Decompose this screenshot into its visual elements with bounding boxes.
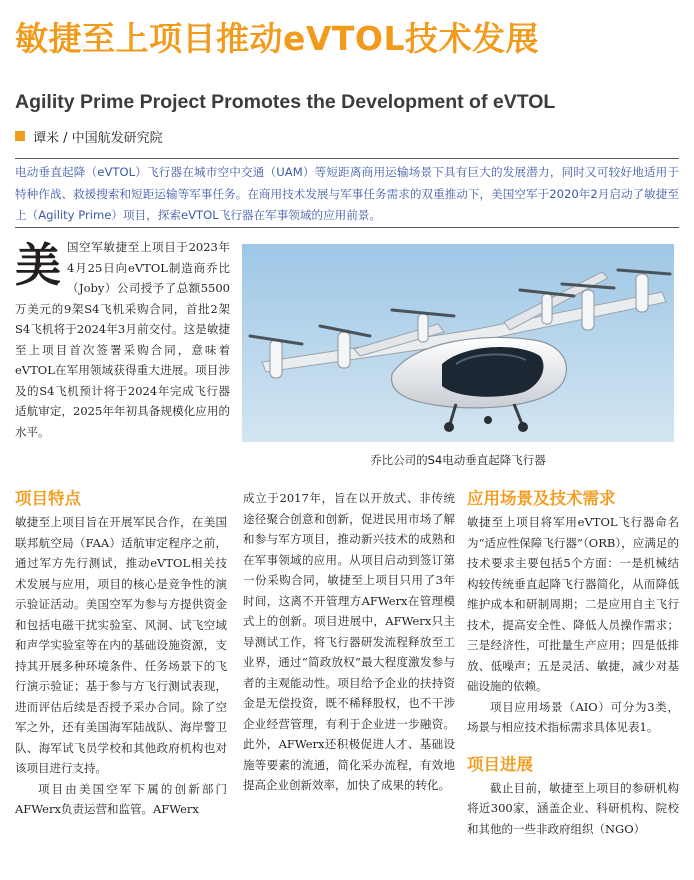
author-line	[15, 127, 163, 145]
author-name: 谭米 / 中国航发研究院	[33, 130, 163, 146]
intro-paragraph	[15, 237, 230, 477]
scenarios-paragraph: 项目应用场景（AIO）可分为3类，场景与相应技术指标需求具体见表1。	[467, 699, 679, 734]
orange-square-icon	[15, 131, 25, 141]
section-heading-features: 项目特点	[15, 489, 81, 508]
article-title: 敏捷至上项目推动eVTOL技术发展	[15, 19, 540, 58]
abstract: 电动垂直起降（eVTOL）飞行器在城市空中交通（UAM）等短距离商用运输场景下具有巨大的发展潜力，同时又可较好地适用于特种作战、救援搜索和短距运输等军事任务。在商用技术发展与军事任务需求的双重推动下，美国空军于2020年2月启动了敏捷至上（Agility Prime）项目，探索eVTOL飞行器在军事领域的应用前景。	[15, 158, 679, 228]
column-3	[467, 488, 679, 839]
column-2	[243, 488, 455, 796]
progress-paragraph: 截止目前，敏捷至上项目的参研机构将近300家，涵盖企业、科研机构、院校和其他的一些非政府组织（NGO）	[467, 780, 679, 836]
section-heading-applications: 应用场景及技术需求	[467, 489, 616, 508]
drop-cap: 美	[15, 238, 61, 292]
afwerx-paragraph-start: 项目由美国空军下属的创新部门AFWerx负责运营和监管。AFWerx	[15, 781, 227, 816]
applications-paragraph: 敏捷至上项目将军用eVTOL飞行器命名为“适应性保障飞行器”（ORB），应满足的技术要求主要包括5个方面：一是机械结构较传统垂直起降飞行器简化，从而降低维护成本和研制周期；二是应用自主飞行技术，提高安全性、降低人员操作需求；三是经济性，可批量生产应用；四是低排放、低噪声；五是灵活、敏捷，减少对基础设施的依赖。	[467, 515, 679, 693]
section-heading-progress: 项目进展	[467, 754, 533, 774]
evtol-aircraft-photo	[242, 244, 674, 442]
article-subtitle-english: Agility Prime Project Promotes the Development of eVTOL	[15, 91, 556, 113]
features-paragraph: 敏捷至上项目旨在开展军民合作，在美国联邦航空局（FAA）适航审定程序之前，通过军方先行测试，推动eVTOL相关技术发展与应用，项目的核心是竞争性的演示验证活动。美国空军为参与方提供资金和包括电磁干扰实验室、风洞、试飞空域和声学实验室等在内的基础设施资源，支持其开展多种环境条件、任务场景下的飞行演示验证；基于参与方飞行测试表现，进而评估后续是否授予采办合同。除了空军之外，还有美国海军陆战队、海岸警卫队、海军试飞员学校和其他政府机构也对该项目进行支持。	[15, 515, 227, 775]
photo-caption: 乔比公司的S4电动垂直起降飞行器	[370, 453, 546, 467]
intro-text: 国空军敏捷至上项目于2023年4月25日向eVTOL制造商乔比（Joby）公司授予了总额5500万美元的9架S4飞机采购合同，首批2架S4飞机将于2024年3月前交付。这是敏捷至上项目首次签署采购合同，意味着eVTOL在军用领域获得重大进展。项目涉及的S4飞机预计将于2024年完成飞行器适航审定，2025年年初具备规模化应用的水平。	[15, 240, 230, 439]
afwerx-paragraph-continued: 成立于2017年，旨在以开放式、非传统途径聚合创意和创新，促进民用市场了解和参与军方项目，推动新兴技术的成熟和在军事领域的应用。从项目启动到签订第一份采购合同，敏捷至上项目只用了3年时间，这离不开管理方AFWerx在管理模式上的创新。项目进展中，AFWerx只主导测试工作，将飞行器研发流程释放至工业界，通过“简政放权”最大程度激发参与者的主观能动性。项目给予企业的扶持资金是无偿投资，既不稀释股权，也不干涉企业经营管理，有利于企业进一步融资。此外，AFWerx还积极促进人才、基础设施等要素的流通，简化采办流程，有效地提高企业创新效率，加快了成果的转化。	[243, 491, 455, 792]
column-1	[15, 488, 227, 820]
